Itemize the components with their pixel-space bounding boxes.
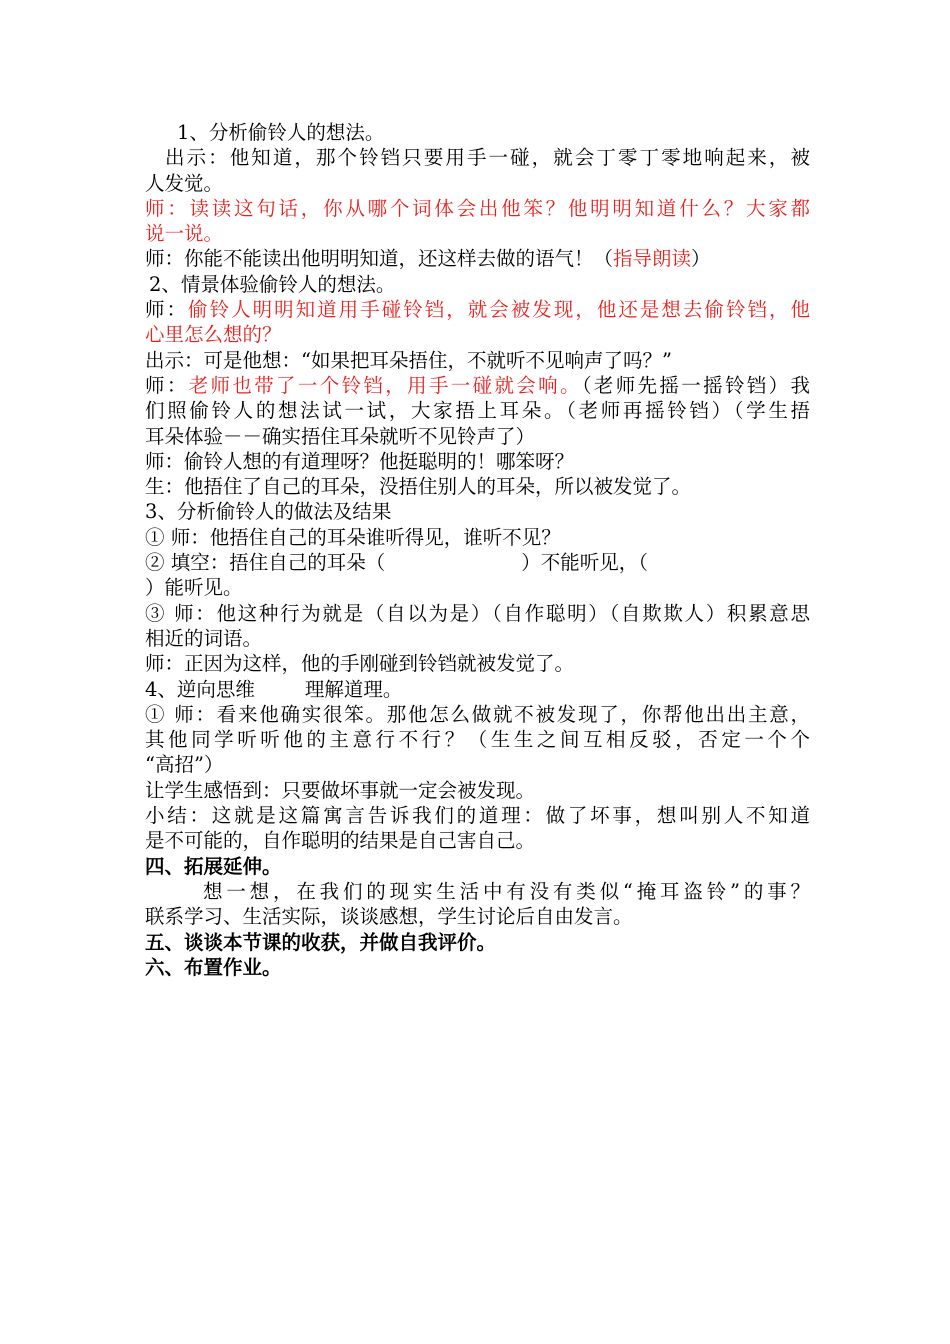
section-3-item-2-line-2: ）能听见。 [145, 576, 243, 600]
document-page [145, 120, 810, 980]
bell-red-text: 老师也带了一个铃铛，用手一碰就会响。 [188, 373, 582, 397]
read-aloud-close: ） [691, 247, 711, 271]
section-2-bell-line-1 [145, 373, 810, 398]
section-2-bell-line-3: 耳朵体验－－确实捂住耳朵就听不见铃声了） [145, 424, 536, 448]
part-4-text-line-1: 想一想，在我们的现实生活中有没有类似“掩耳盗铃”的事？ [203, 879, 810, 903]
section-2-heading: 2、情景体验偷铃人的想法。 [149, 272, 396, 296]
section-3-item-2-line-1 [145, 550, 810, 575]
section-4-summary-line-1: 小结：这就是这篇寓言告诉我们的道理：做了坏事，想叫别人不知道 [145, 804, 810, 828]
section-1-show-line-1: 出示：他知道，那个铃铛只要用手一碰，就会丁零丁零地响起来，被 [165, 146, 810, 170]
section-3-teacher-note: 师：正因为这样，他的手刚碰到铃铛就被发觉了。 [145, 652, 575, 676]
section-2-bell-line-2: 们照偷铃人的想法试一试，大家捂上耳朵。（老师再摇铃铛）（学生捂 [145, 399, 810, 423]
bell-prefix: 师： [145, 373, 189, 397]
section-1-question-line-2: 说一说。 [145, 222, 224, 246]
part-6-heading: 六、布置作业。 [145, 955, 282, 979]
bell-rest-text: （老师先摇一摇铃铛）我 [581, 373, 810, 397]
question-text: 偷铃人明明知道用手碰铃铛，就会被发现，他还是想去偷铃铛，他 [188, 298, 810, 322]
part-5-heading: 五、谈谈本节课的收获，并做自我评价。 [145, 930, 497, 954]
section-2-student-answer: 生：他捂住了自己的耳朵，没捂住别人的耳朵，所以被发觉了。 [145, 475, 692, 499]
fill-blank-middle: ）不能听见，（ [521, 551, 648, 575]
read-aloud-guidance: 指导朗读 [613, 247, 692, 271]
section-4-heading-end: 理解道理。 [304, 677, 403, 701]
section-4-heading [145, 677, 810, 702]
part-4-text-line-2: 联系学习、生活实际，谈谈感想，学生讨论后自由发言。 [145, 905, 633, 929]
section-4-summary-line-2: 是不可能的，自作聪明的结果是自己害自己。 [145, 829, 536, 853]
read-aloud-text: 师：你能不能读出他明明知道，还这样去做的语气！（ [145, 247, 614, 271]
section-4-item-1-line-3: “高招”） [145, 753, 224, 777]
section-4-realize: 让学生感悟到：只要做坏事就一定会被发现。 [145, 778, 536, 802]
part-4-heading: 四、拓展延伸。 [145, 854, 282, 878]
fill-blank-start: ② 填空：捂住自己的耳朵（ [145, 551, 386, 575]
section-3-item-3-line-2: 相近的词语。 [145, 626, 263, 650]
section-4-item-1-line-2: 其他同学听听他的主意行不行？（生生之间互相反驳，否定一个个 [145, 728, 810, 752]
section-4-heading-start: 4、逆向思维 [145, 677, 255, 701]
section-2-teacher-question: 师：偷铃人想的有道理呀？他挺聪明的！哪笨呀？ [145, 449, 575, 473]
section-1-heading: 1、分析偷铃人的想法。 [177, 121, 385, 144]
question-prefix: 师： [145, 298, 189, 322]
section-1-show-line-2: 人发觉。 [145, 171, 224, 195]
section-3-item-3-line-1: ③ 师：他这种行为就是（自以为是）（自作聪明）（自欺欺人）积累意思 [145, 601, 810, 625]
section-1-question-line-1: 师：读读这句话，你从哪个词体会出他笨？他明明知道什么？大家都 [145, 196, 810, 220]
section-1-read-aloud-line [145, 246, 810, 271]
section-2-question-line-1 [145, 297, 810, 322]
section-3-item-1: ① 师：他捂住自己的耳朵谁听得见，谁听不见？ [145, 525, 561, 549]
section-2-question-line-2: 心里怎么想的？ [145, 323, 282, 347]
section-4-item-1-line-1: ① 师：看来他确实很笨。那他怎么做就不被发现了，你帮他出出主意， [145, 702, 810, 726]
section-2-show-line: 出示：可是他想：“如果把耳朵捂住，不就听不见响声了吗？” [145, 348, 672, 372]
section-3-heading: 3、分析偷铃人的做法及结果 [145, 500, 392, 524]
